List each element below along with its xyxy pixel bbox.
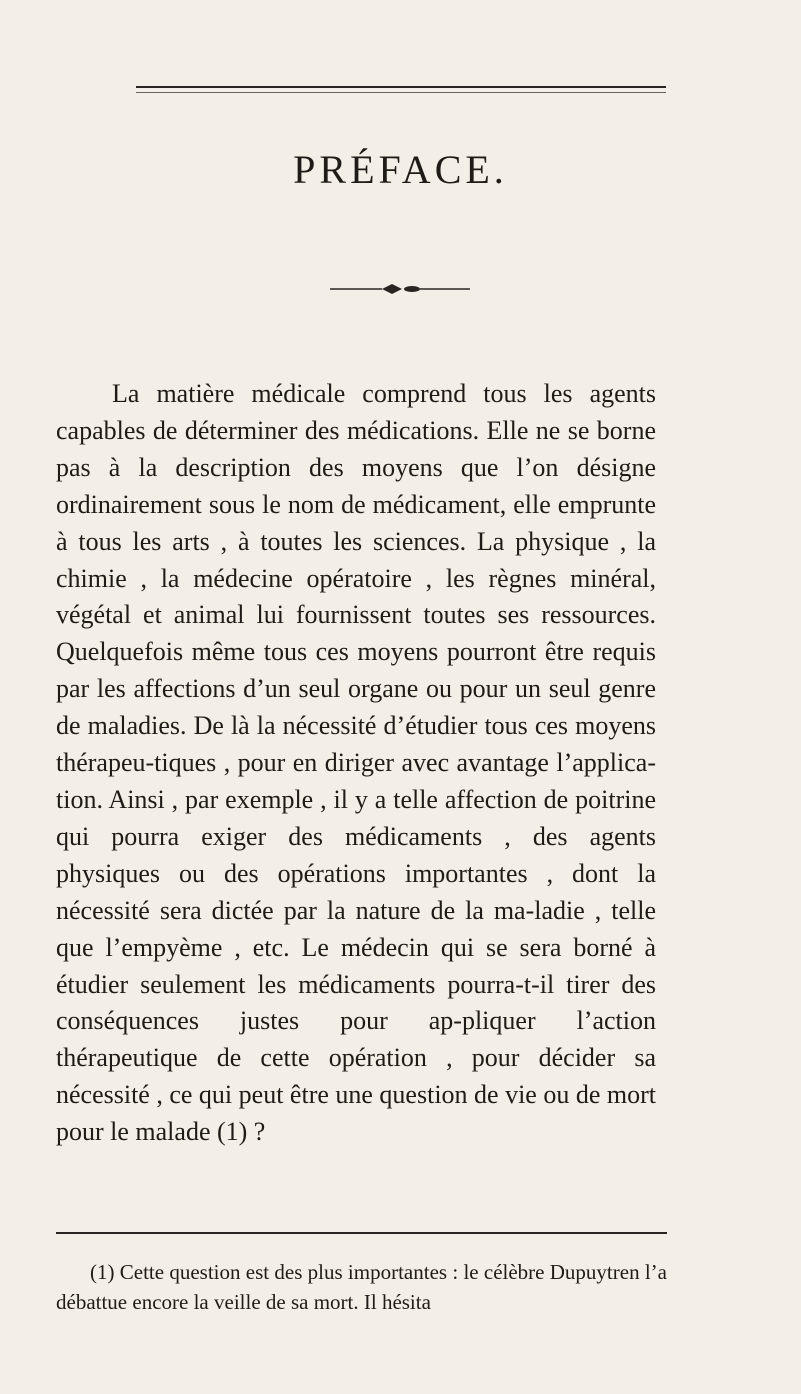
footnote-rule — [56, 1232, 667, 1234]
header-rule-thin — [136, 92, 666, 93]
page-title: PRÉFACE. — [293, 147, 508, 192]
preface-paragraph: La matière médicale comprend tous les agents capables de déterminer des médications. Elle ne se borne pas à la description des moyens que l’on désigne ordinairement sous le nom de médicament, elle emprunte à tous les arts , à toutes les sciences. La physique , la chimie , la médecine opératoire , les règnes minéral, végétal et animal lui fournissent toutes ses ressources. Quelquefois même tous ces moyens pourront être requis par les affections d’un seul organe ou pour un seul genre de maladies. De là la nécessité d’étudier tous ces moyens thérapeu-tiques , pour en diriger avec avantage l’applica-tion. Ainsi , par exemple , il y a telle affection de poitrine qui pourra exiger des médicaments , des agents physiques ou des opérations importantes , dont la nécessité sera dictée par la nature de la ma-ladie , telle que l’empyème , etc. Le médecin qui se sera borné à étudier seulement les médicaments pourra-t-il tirer des conséquences justes pour ap-pliquer l’action thérapeutique de cette opération , pour décider sa nécessité , ce qui peut être une question de vie ou de mort pour le malade (1) ? — [56, 379, 656, 1147]
footnote-text: (1) Cette question est des plus importantes : le célèbre Dupuytren l’a débattue encore la veille de sa mort. Il hésita — [56, 1260, 667, 1314]
ornament-divider-icon — [330, 283, 470, 295]
header-rule — [136, 86, 666, 88]
